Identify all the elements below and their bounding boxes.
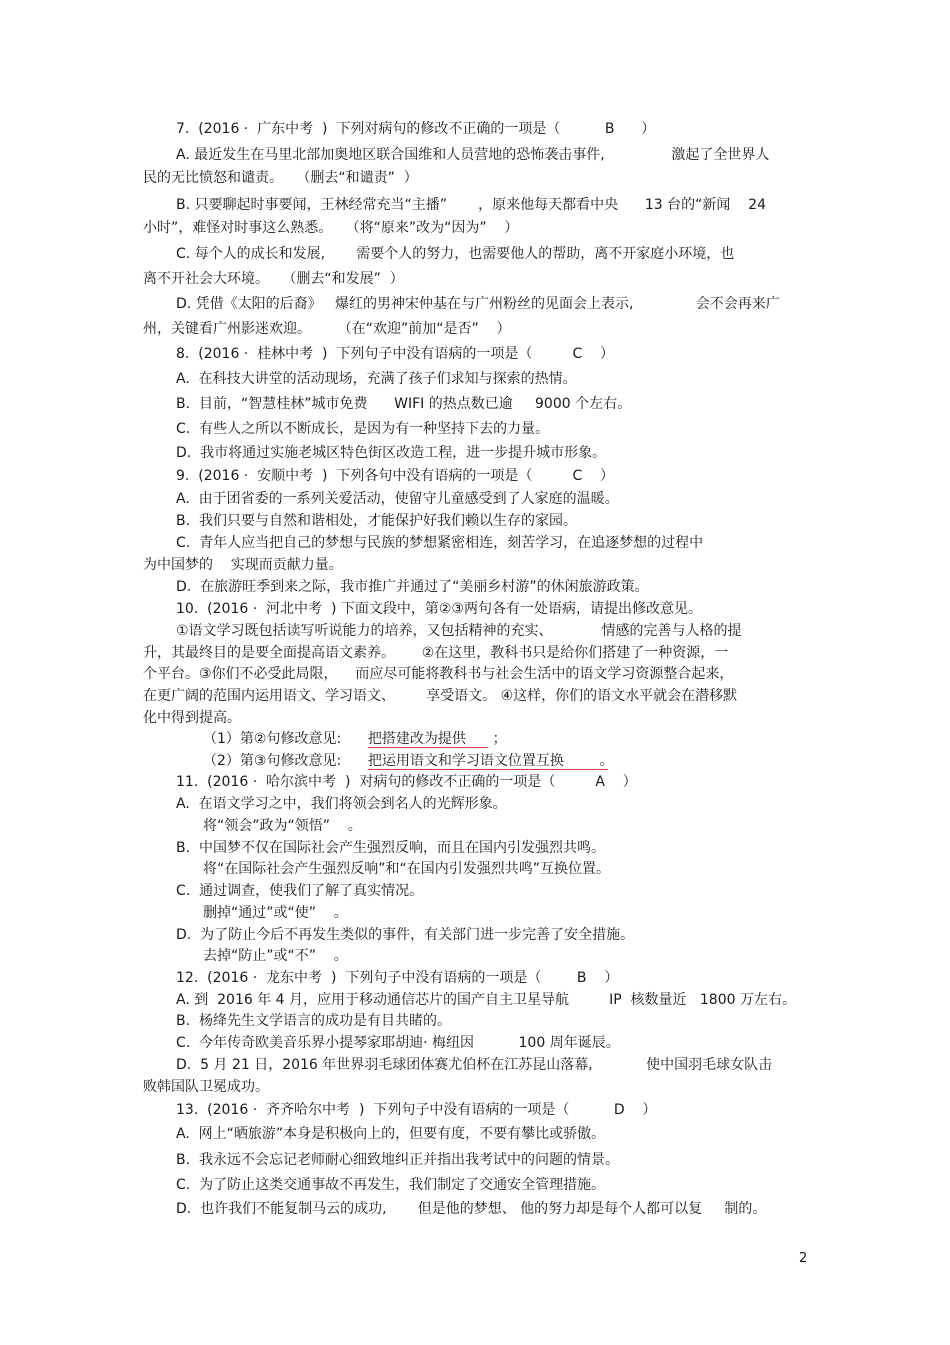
line-34: 删掉“通过”或“使” 。 — [203, 905, 348, 921]
line-29: A. 在语文学习之中，我们将领会到名人的光辉形象。 — [176, 796, 507, 812]
line-27: （2）第③句修改意见: 把运用语文和学习语文位置互换 。 — [203, 753, 614, 769]
line-2: 民的无比愤怒和谴责。 （删去“和谴责” ） — [143, 170, 418, 186]
line-30: 将“领会”政为“领悟” 。 — [203, 818, 362, 834]
line-35: D. 为了防止今后不再发生类似的事件，有关部门进一步完善了安全措施。 — [176, 927, 635, 943]
line-46: C. 为了防止这类交通事故不再发生，我们制定了交通安全管理措施。 — [176, 1177, 606, 1193]
line-24: 在更广阔的范围内运用语文、学习语文、 享受语文。 ④这样，你们的语文水平就会在潜移默 — [143, 688, 738, 704]
line-12: C. 有些人之所以不断成长，是因为有一种坚持下去的力量。 — [176, 421, 550, 437]
answer-underline-1 — [368, 747, 488, 748]
line-13: D. 我市将通过实施老城区特色街区改造工程，进一步提升城市形象。 — [176, 445, 607, 461]
line-16: B. 我们只要与自然和谐相处，才能保护好我们赖以生存的家园。 — [176, 513, 577, 529]
line-23: 个平台。③你们不必受此局限， 而应尽可能将教科书与社会生活中的语文学习资源整合起来， — [143, 666, 734, 682]
line-32: 将“在国际社会产生强烈反响”和“在国内引发强烈共鸣”互换位置。 — [203, 861, 611, 877]
line-42: 败韩国队卫冕成功。 — [143, 1079, 269, 1095]
line-38: A. 到 2016 年 4 月，应用于移动通信芯片的国产自主卫星导航 IP 核数量近 1800 万左右。 — [176, 992, 796, 1008]
line-22: 升，其最终目的是要全面提高语文素养。 ②在这里，教科书只是给你们搭建了一种资源，一 — [143, 645, 729, 661]
line-19: D. 在旅游旺季到来之际，我市推广并通过了“美丽乡村游”的休闲旅游政策。 — [176, 579, 649, 595]
line-8: 州，关键看广州影迷欢迎。 （在“欢迎”前加“是否” ） — [143, 321, 511, 337]
line-21: ①语文学习既包括读写听说能力的培养，又包括精神的充实、 情感的完善与人格的提 — [176, 623, 742, 639]
line-14: 9. (2016 · 安顺中考 ) 下列各句中没有语病的一项是（ C ） — [176, 468, 615, 484]
line-39: B. 杨绛先生文学语言的成功是有目共睹的。 — [176, 1013, 451, 1029]
line-37: 12. (2016 · 龙东中考 ) 下列句子中没有语病的一项是（ B ） — [176, 970, 619, 986]
line-43: 13. (2016 · 齐齐哈尔中考 ) 下列句子中没有语病的一项是（ D ） — [176, 1102, 657, 1118]
line-10: A. 在科技大讲堂的活动现场，充满了孩子们求知与探索的热情。 — [176, 371, 577, 387]
line-44: A. 网上“晒旅游”本身是积极向上的，但要有度，不要有攀比或骄傲。 — [176, 1126, 606, 1142]
answer-underline-2 — [368, 769, 608, 770]
line-47: D. 也许我们不能复制马云的成功, 但是他的梦想、 他的努力却是每个人都可以复 制的。 — [176, 1201, 767, 1217]
line-17: C. 青年人应当把自己的梦想与民族的梦想紧密相连，刻苦学习，在追逐梦想的过程中 — [176, 535, 704, 551]
line-41: D. 5 月 21 日，2016 年世界羽毛球团体赛尤伯杯在江苏昆山落幕, 使中国羽毛球女队击 — [176, 1057, 773, 1073]
line-18: 为中国梦的 实现而贡献力量。 — [143, 557, 343, 573]
line-45: B. 我永远不会忘记老师耐心细致地纠正并指出我考试中的问题的情景。 — [176, 1152, 619, 1168]
line-25: 化中得到提高。 — [143, 710, 241, 726]
line-0: 7. (2016 · 广东中考 ) 下列对病句的修改不正确的一项是（ B ） — [176, 121, 656, 137]
line-33: C. 通过调查，使我们了解了真实情况。 — [176, 883, 424, 899]
page-number: 2 — [799, 1251, 808, 1266]
line-15: A. 由于团省委的一系列关爱活动，使留守儿童感受到了人家庭的温暖。 — [176, 491, 619, 507]
line-9: 8. (2016 · 桂林中考 ) 下列句子中没有语病的一项是（ C ） — [176, 346, 615, 362]
line-11: B. 目前，“智慧桂林”城市免费 WIFI 的热点数已逾 9000 个左右。 — [176, 396, 632, 412]
line-36: 去掉“防止”或“不” 。 — [203, 948, 348, 964]
line-40: C. 今年传奇欧美音乐界小提琴家耶胡迪· 梅纽因 100 周年诞辰。 — [176, 1035, 620, 1051]
line-3: B. 只要聊起时事要闻，王林经常充当“主播” ，原来他每天都看中央 13 台的“新闻 24 — [176, 197, 766, 213]
line-7: D. 凭借《太阳的后裔》 爆红的男神宋仲基在与广州粉丝的见面会上表示, 会不会再来广 — [176, 296, 780, 312]
line-5: C. 每个人的成长和发展, 需要个人的努力，也需要他人的帮助，离不开家庭小环境，也 — [176, 246, 735, 262]
line-1: A. 最近发生在马里北部加奥地区联合国维和人员营地的恐怖袭击事件, 激起了全世界人 — [176, 147, 770, 163]
line-26: （1）第②句修改意见: 把搭建改为提供 ； — [203, 731, 507, 747]
line-28: 11. (2016 · 哈尔滨中考 ) 对病句的修改不正确的一项是（ A ） — [176, 774, 637, 790]
line-20: 10. (2016 · 河北中考 ) 下面文段中，第②③两句各有一处语病，请提出修改意见。 — [176, 601, 702, 617]
line-4: 小时”，难怪对时事这么熟悉。 （将“原来”改为“因为” ） — [143, 220, 519, 236]
line-6: 离不开社会大环境。 （删去“和发展” ） — [143, 271, 404, 287]
line-31: B. 中国梦不仅在国际社会产生强烈反响，而且在国内引发强烈共鸣。 — [176, 840, 605, 856]
